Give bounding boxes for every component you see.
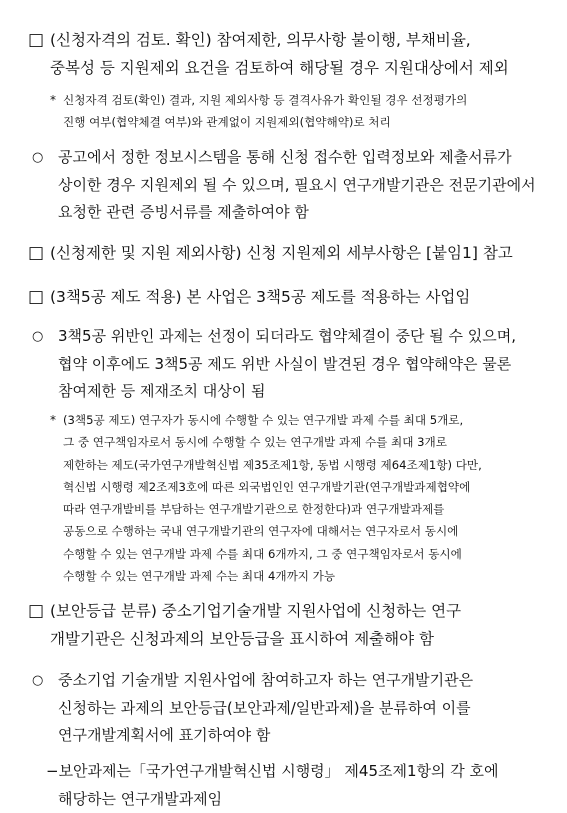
section-paragraph <box>50 240 513 268</box>
text-line: (보안등급 분류) 중소기업기술개발 지원사업에 신청하는 연구 <box>50 598 461 626</box>
asterisk-bullet: * <box>50 89 56 111</box>
text-line: −보안과제는「국가연구개발혁신법 시행령」 제45조제1항의 각 호에 <box>46 758 499 786</box>
text-line: 3책5공 위반인 과제는 선정이 되더라도 협약체결이 중단 될 수 있으며, <box>58 323 516 351</box>
square-bullet: □ <box>28 284 44 311</box>
item-paragraph <box>58 323 516 406</box>
section-paragraph <box>50 27 509 82</box>
text-line: 중소기업 기술개발 지원사업에 참여하고자 하는 연구개발기관은 <box>58 667 473 695</box>
text-line: 신청하는 과제의 보안등급(보안과제/일반과제)을 분류하여 이를 <box>58 695 473 723</box>
text-line: 상이한 경우 지원제외 될 수 있으며, 필요시 연구개발기관은 전문기관에서 <box>58 172 536 200</box>
dash-paragraph <box>46 758 499 813</box>
text-line: (3책5공 제도) 연구자가 동시에 수행할 수 있는 연구개발 과제 수를 최대 5개로, <box>63 409 482 431</box>
text-line: 협약 이후에도 3책5공 제도 위반 사실이 발견된 경우 협약해약은 물론 <box>58 351 516 379</box>
circle-bullet: ○ <box>32 323 43 350</box>
text-line: (신청자격의 검토. 확인) 참여제한, 의무사항 불이행, 부채비율, <box>50 27 509 55</box>
text-line: 수행할 수 있는 연구개발 과제 수를 최대 6개까지, 그 중 연구책임자로서 동시에 <box>63 543 482 565</box>
square-bullet: □ <box>28 27 44 54</box>
text-line: (신청제한 및 지원 제외사항) 신청 지원제외 세부사항은 [붙임1] 참고 <box>50 240 513 268</box>
text-line: 연구개발계획서에 표기하여야 함 <box>58 722 473 750</box>
square-bullet: □ <box>28 598 44 625</box>
text-line: 진행 여부(협약체결 여부)와 관계없이 지원제외(협약해약)로 처리 <box>63 111 467 133</box>
section-paragraph <box>50 284 470 312</box>
text-line: 개발기관은 신청과제의 보안등급을 표시하여 제출해야 함 <box>50 626 461 654</box>
footnote-paragraph <box>63 409 482 587</box>
circle-bullet: ○ <box>32 144 43 171</box>
text-line: 참여제한 등 제재조치 대상이 됨 <box>58 378 516 406</box>
square-bullet: □ <box>28 240 44 267</box>
text-line: 중복성 등 지원제외 요건을 검토하여 해당될 경우 지원대상에서 제외 <box>50 55 509 83</box>
circle-bullet: ○ <box>32 667 43 694</box>
text-line: 해당하는 연구개발과제임 <box>46 786 499 813</box>
asterisk-bullet: * <box>50 409 56 431</box>
text-line: 그 중 연구책임자로서 동시에 수행할 수 있는 연구개발 과제 수를 최대 3개로 <box>63 431 482 453</box>
footnote-paragraph <box>63 89 467 134</box>
item-paragraph <box>58 144 536 227</box>
item-paragraph <box>58 667 473 750</box>
text-line: (3책5공 제도 적용) 본 사업은 3책5공 제도를 적용하는 사업임 <box>50 284 470 312</box>
text-line: 혁신법 시행령 제2조제3호에 따른 외국법인인 연구개발기관(연구개발과제협약에 <box>63 476 482 498</box>
text-line: 수행할 수 있는 연구개발 과제 수는 최대 4개까지 가능 <box>63 565 482 587</box>
text-line: 공동으로 수행하는 국내 연구개발기관의 연구자에 대해서는 연구자로서 동시에 <box>63 520 482 542</box>
text-line: 따라 연구개발비를 부담하는 연구개발기관으로 한정한다)과 연구개발과제를 <box>63 498 482 520</box>
text-line: 제한하는 제도(국가연구개발혁신법 제35조제1항, 동법 시행령 제64조제1항) 다만, <box>63 454 482 476</box>
text-line: 신청자격 검토(확인) 결과, 지원 제외사항 등 결격사유가 확인될 경우 선정평가의 <box>63 89 467 111</box>
section-paragraph <box>50 598 461 653</box>
text-line: 요청한 관련 증빙서류를 제출하여야 함 <box>58 199 536 227</box>
text-line: 공고에서 정한 정보시스템을 통해 신청 접수한 입력정보와 제출서류가 <box>58 144 536 172</box>
